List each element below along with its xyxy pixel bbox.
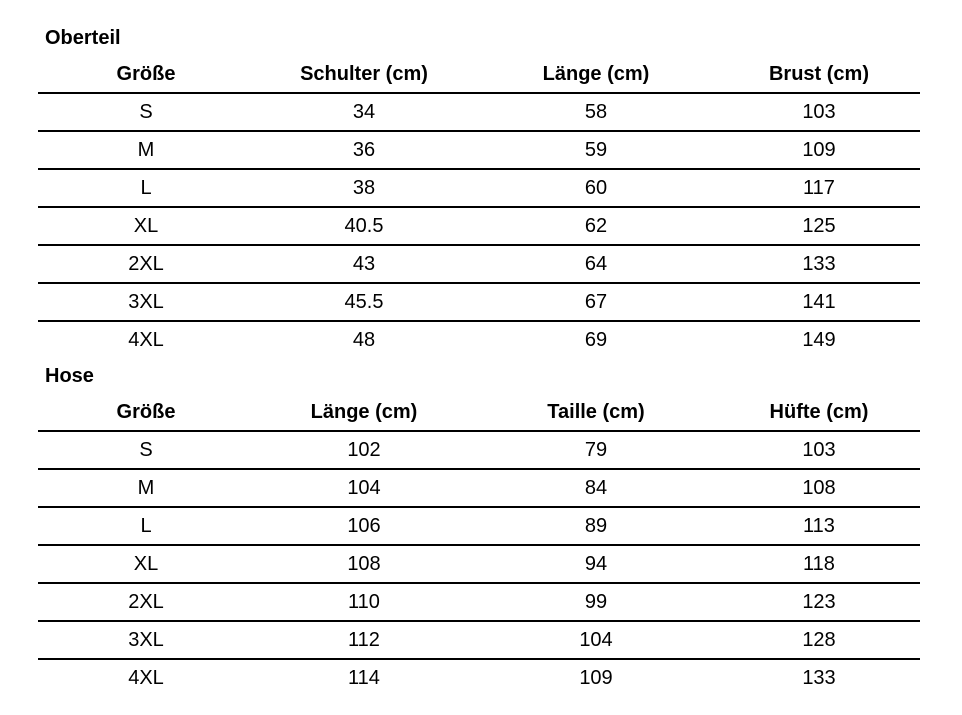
table-row <box>38 659 920 696</box>
table-cell: 36 <box>254 131 474 169</box>
table-cell: 128 <box>718 621 920 659</box>
table-cell: 109 <box>579 667 613 689</box>
header-cell: Hüfte (cm) <box>718 394 920 431</box>
table-cell: M <box>38 131 254 169</box>
table-row <box>38 207 920 245</box>
table-row <box>38 93 920 131</box>
table-cell: 4XL <box>128 667 164 689</box>
table-cell: 64 <box>474 245 718 283</box>
table-row <box>38 469 920 507</box>
table-cell: 99 <box>474 583 718 621</box>
table-cell: 38 <box>254 169 474 207</box>
table-cell: 103 <box>718 93 920 131</box>
table-cell: 43 <box>254 245 474 283</box>
table-cell: 48 <box>352 329 376 351</box>
table-cell: 102 <box>254 431 474 469</box>
table-row <box>38 621 920 659</box>
table-cell: 4XL <box>128 329 164 351</box>
header-cell: Brust (cm) <box>718 56 920 93</box>
table-row <box>38 131 920 169</box>
table-cell: 89 <box>474 507 718 545</box>
table-cell: 60 <box>474 169 718 207</box>
table-header-row <box>38 394 920 431</box>
table-cell: M <box>38 469 254 507</box>
table-cell: 3XL <box>38 621 254 659</box>
table-cell: 79 <box>474 431 718 469</box>
table-row <box>38 283 920 321</box>
table-cell: 117 <box>718 169 920 207</box>
header-cell: Größe <box>38 56 254 93</box>
table-cell: S <box>38 93 254 131</box>
table-cell: S <box>38 431 254 469</box>
table-cell: 112 <box>254 621 474 659</box>
table-cell: XL <box>38 207 254 245</box>
oberteil-title: Oberteil <box>45 27 121 49</box>
table-cell: 149 <box>802 329 836 351</box>
table-cell: 58 <box>474 93 718 131</box>
table-cell: 103 <box>718 431 920 469</box>
table-cell: 84 <box>474 469 718 507</box>
table-row <box>38 245 920 283</box>
table-cell: L <box>38 169 254 207</box>
header-cell: Länge (cm) <box>474 56 718 93</box>
table-cell: 114 <box>348 667 380 689</box>
table-cell: 113 <box>718 507 920 545</box>
table-cell: 94 <box>474 545 718 583</box>
table-cell: 133 <box>718 245 920 283</box>
table-cell: 34 <box>254 93 474 131</box>
table-cell: 123 <box>718 583 920 621</box>
table-cell: 118 <box>718 545 920 583</box>
table-cell: 109 <box>718 131 920 169</box>
table-cell: L <box>38 507 254 545</box>
table-cell: 108 <box>254 545 474 583</box>
table-cell: 133 <box>802 667 836 689</box>
table-cell: 106 <box>254 507 474 545</box>
table-cell: 45.5 <box>254 283 474 321</box>
table-cell: XL <box>38 545 254 583</box>
table-cell: 69 <box>584 329 608 351</box>
table-row <box>38 507 920 545</box>
table-cell: 108 <box>718 469 920 507</box>
table-row <box>38 545 920 583</box>
table-cell: 104 <box>254 469 474 507</box>
table-cell: 104 <box>474 621 718 659</box>
table-row <box>38 583 920 621</box>
table-row <box>38 169 920 207</box>
hose-title: Hose <box>45 365 94 387</box>
oberteil-size-table <box>38 56 920 358</box>
table-cell: 141 <box>718 283 920 321</box>
table-cell: 110 <box>254 583 474 621</box>
table-cell: 67 <box>474 283 718 321</box>
table-cell: 62 <box>474 207 718 245</box>
header-cell: Größe <box>38 394 254 431</box>
table-cell: 40.5 <box>254 207 474 245</box>
header-cell: Taille (cm) <box>474 394 718 431</box>
table-cell: 125 <box>718 207 920 245</box>
table-cell: 59 <box>474 131 718 169</box>
table-cell: 2XL <box>38 583 254 621</box>
table-cell: 3XL <box>38 283 254 321</box>
table-row <box>38 321 920 358</box>
table-header-row <box>38 56 920 93</box>
header-cell: Länge (cm) <box>254 394 474 431</box>
hose-size-table <box>38 394 920 696</box>
table-cell: 2XL <box>38 245 254 283</box>
header-cell: Schulter (cm) <box>254 56 474 93</box>
table-row <box>38 431 920 469</box>
